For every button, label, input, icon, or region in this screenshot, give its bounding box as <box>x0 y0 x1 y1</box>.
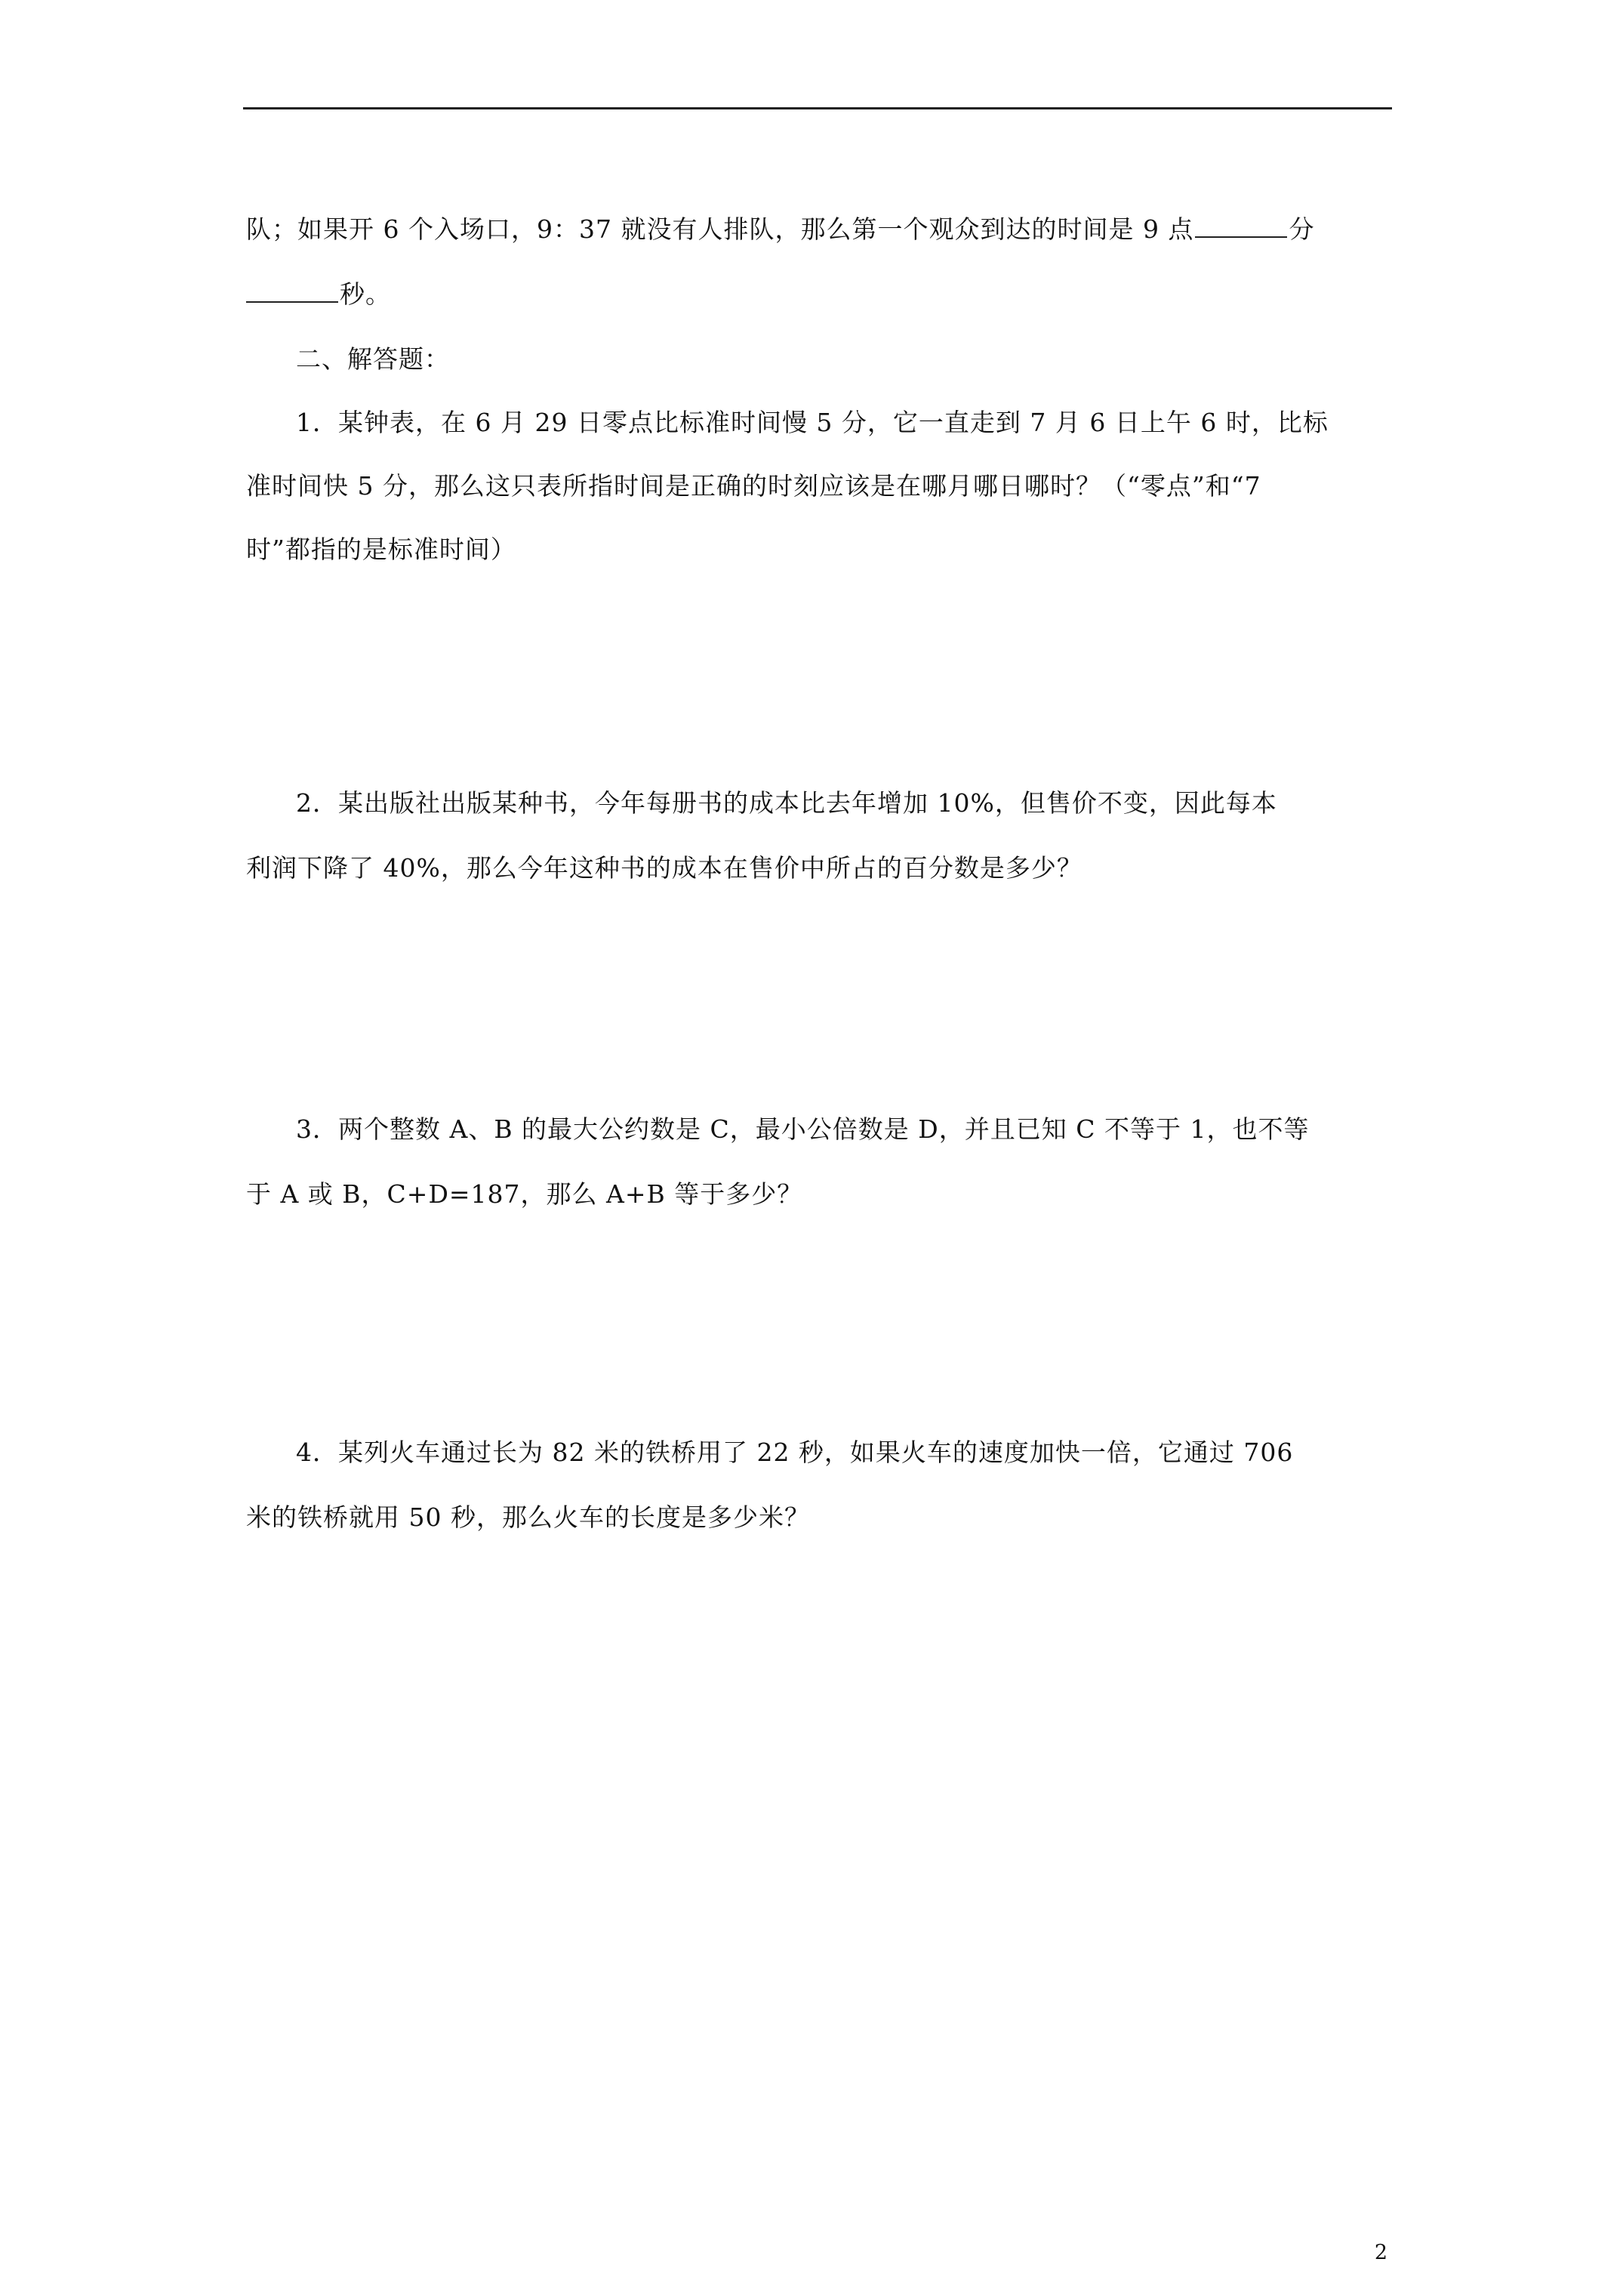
question-1-line-1: 1．某钟表，在 6 月 29 日零点比标准时间慢 5 分，它一直走到 7 月 6 日上午 6 时，比标 <box>296 408 1329 437</box>
question-2-line-2: 利润下降了 40%，那么今年这种书的成本在售价中所占的百分数是多少？ <box>246 853 1083 883</box>
question-1-line-3: 时”都指的是标准时间） <box>246 535 516 564</box>
answer-blank-seconds <box>246 300 338 303</box>
answer-blank-minutes <box>1195 236 1287 238</box>
question-4-line-2: 米的铁桥就用 50 秒，那么火车的长度是多少米？ <box>246 1502 810 1532</box>
question-3-line-1: 3．两个整数 A、B 的最大公约数是 C，最小公倍数是 D，并且已知 C 不等于 1，也不等 <box>296 1114 1310 1144</box>
section-heading: 二、解答题： <box>296 344 450 374</box>
question-3-line-2: 于 A 或 B，C+D=187，那么 A+B 等于多少？ <box>246 1179 803 1209</box>
question-1-line-2: 准时间快 5 分，那么这只表所指时间是正确的时刻应该是在哪月哪日哪时？（“零点”和“7 <box>246 471 1261 501</box>
continued-question-unit-seconds: 秒。 <box>340 279 391 309</box>
question-4-line-1: 4．某列火车通过长为 82 米的铁桥用了 22 秒，如果火车的速度加快一倍，它通过 706 <box>296 1438 1294 1467</box>
page-number: 2 <box>1374 2241 1387 2264</box>
continued-question-unit-minutes: 分 <box>1289 214 1315 244</box>
question-2-line-1: 2．某出版社出版某种书，今年每册书的成本比去年增加 10%，但售价不变，因此每本 <box>296 788 1277 818</box>
continued-question-line-2 <box>246 279 391 310</box>
continued-question-text: 队；如果开 6 个入场口，9：37 就没有人排队，那么第一个观众到达的时间是 9 点 <box>246 214 1194 244</box>
continued-question-line-1 <box>246 214 1314 245</box>
header-rule <box>243 107 1392 109</box>
